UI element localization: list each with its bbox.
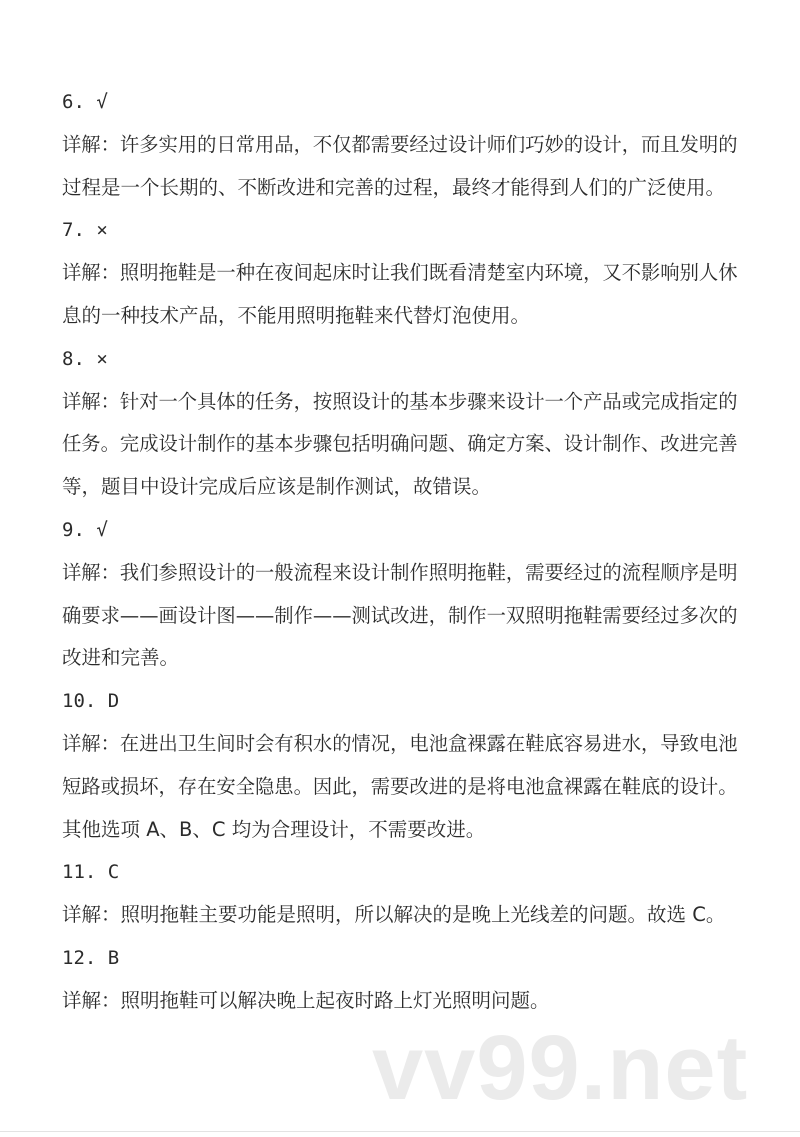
page-bottom-divider [0, 1131, 800, 1132]
explanation-line: 等，题目中设计完成后应该是制作测试，故错误。 [62, 475, 492, 499]
explanation-line: 短路或损坏，存在安全隐患。因此，需要改进的是将电池盒裸露在鞋底的设计。 [62, 774, 738, 798]
explanation-line: 详解：针对一个具体的任务，按照设计的基本步骤来设计一个产品或完成指定的 [62, 389, 738, 413]
explanation-line: 详解：照明拖鞋是一种在夜间起床时让我们既看清楚室内环境，又不影响别人休 [62, 261, 738, 285]
explanation-line: 息的一种技术产品，不能用照明拖鞋来代替灯泡使用。 [62, 304, 531, 327]
explanation-line: 过程是一个长期的、不断改进和完善的过程，最终才能得到人们的广泛使用。 [62, 175, 726, 199]
explanation-line: 确要求——画设计图——制作——测试改进，制作一双照明拖鞋需要经过多次的 [62, 603, 738, 627]
answer-number: 10. D [62, 690, 120, 713]
explanation-line: 详解：在进出卫生间时会有积水的情况，电池盒裸露在鞋底容易进水，导致电池 [62, 732, 738, 755]
explanation-line: 详解：照明拖鞋主要功能是照明，所以解决的是晚上光线差的问题。故选 C。 [62, 903, 726, 927]
explanation-line: 详解：照明拖鞋可以解决晚上起夜时路上灯光照明问题。 [62, 988, 550, 1012]
answer-number: 11. C [62, 861, 120, 884]
answer-number: 8. × [62, 347, 108, 370]
answer-number: 9. √ [62, 519, 108, 541]
explanation-line: 详解：许多实用的日常用品，不仅都需要经过设计师们巧妙的设计，而且发明的 [62, 132, 738, 156]
explanation-line: 改进和完善。 [62, 646, 180, 670]
explanation-line: 详解：我们参照设计的一般流程来设计制作照明拖鞋，需要经过的流程顺序是明 [62, 560, 738, 584]
answer-number: 6. √ [62, 91, 108, 113]
explanation-line: 任务。完成设计制作的基本步骤包括明确问题、确定方案、设计制作、改进完善 [62, 432, 738, 456]
explanation-line: 其他选项 A、B、C 均为合理设计，不需要改进。 [62, 817, 486, 841]
answer-number: 7. × [62, 219, 108, 242]
answer-number: 12. B [62, 947, 120, 969]
watermark: vv99.net [372, 1017, 749, 1119]
